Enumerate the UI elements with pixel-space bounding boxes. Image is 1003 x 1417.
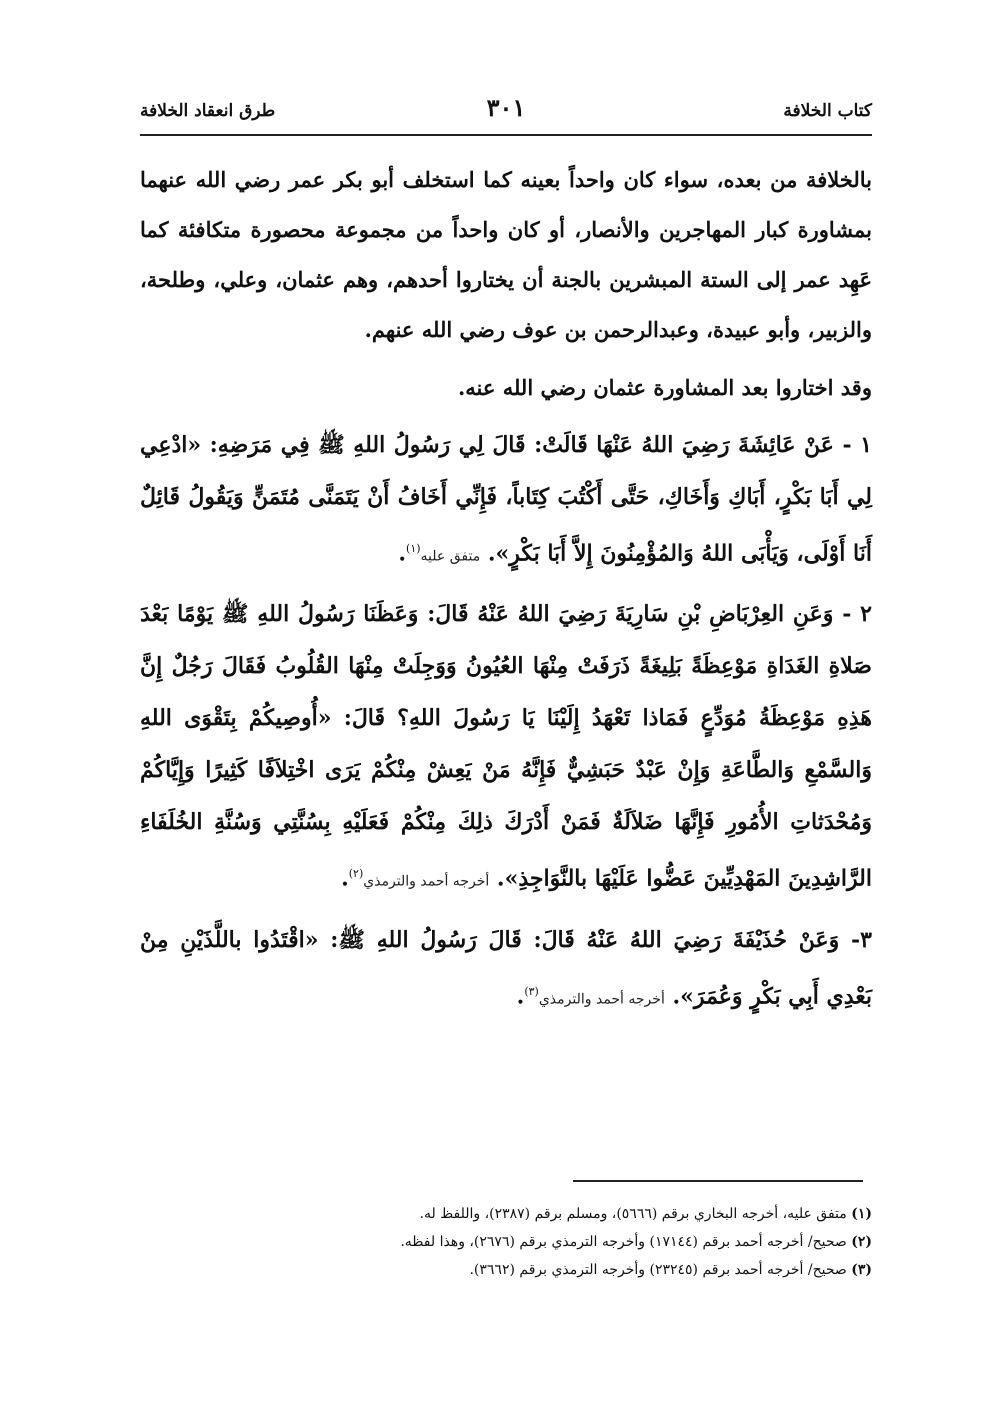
book-title: كتاب الخلافة [783, 101, 872, 121]
chapter-title: طرق انعقاد الخلافة [140, 101, 276, 121]
hadith-2: ٢ - وَعَنِ العِرْبَاضِ بْنِ سَارِيَةَ رَضِيَ اللهُ عَنْهُ قَالَ: وَعَظَنَا رَسُولُ اللهِ ﷺ يَوْمًا بَعْدَ صَلاةِ الغَدَاةِ مَوْعِظَةً بَلِيغَةً ذَرَفَتْ مِنْهَا العُيُونُ وَوَجِلَتْ مِنْهَا القُلُوبُ فَقَالَ رَجُلٌ إِنَّ هَذِهِ مَوْعِظَةُ مُوَدِّعٍ فَمَاذا تَعْهَدُ إِلَيْنَا يَا رَسُولَ اللهِ؟ قَالَ: «أُوصِيكُمْ بِتَقْوَى اللهِ وَالسَّمْعِ وَالطَّاعَةِ وَإِنْ عَبْدٌ حَبَشِيٌّ فَإِنَّهُ مَنْ يَعِشْ مِنْكُمْ يَرَى اخْتِلاَفًا كَثِيرًا وَإِيَّاكُمْ وَمُحْدَثاتِ الأُمُورِ فَإِنَّهَا ضَلاَلَةٌ فَمَنْ أَدْرَكَ ذلِكَ مِنْكُمْ فَعَلَيْهِ بِسُنَّتِي وَسُنَّةِ الخُلَفَاءِ الرَّاشِدِينَ المَهْدِيِّينَ عَضُّوا عَلَيْهَا بالنَّوَاجِذِ». أخرجه أحمد والترمذي$^{(٢)}$. [140, 601, 872, 892]
hadith-source: أخرجه أحمد والترمذي [538, 990, 665, 1007]
footnote-label: (٣) [851, 1262, 872, 1278]
footnotes [140, 1200, 872, 1284]
footnote-text: متفق عليه، أخرجه البخاري برقم (٥٦٦٦)، ومسلم برقم (٢٣٨٧)، واللفظ له. [419, 1206, 847, 1222]
hadith-number: ٢ - [842, 601, 872, 628]
footnote-text: صحيح/ أخرجه أحمد برقم (٢٣٢٤٥) وأخرجه الترمذي برقم (٣٦٦٢). [469, 1262, 847, 1278]
footnote-divider [573, 1180, 863, 1182]
hadith-1: ١ - عَنْ عَائِشَةَ رَضِيَ اللهُ عَنْهَا قَالَتْ: قَالَ لِي رَسُولُ اللهِ ﷺ فِي مَرَضِهِ: «ادْعِي لِي أَبَا بَكْرٍ، أَبَاكِ وَأَخَاكِ، حَتَّى أَكْتُبَ كِتَاباً، فَإِنِّي أَخَافُ أَنْ يَتَمَنَّى مُتَمَنٍّ وَيَقُولُ قَائِلٌ أَنَا أَوْلَى، وَيَأْبَى اللهُ وَالمُؤْمِنُونَ إِلاَّ أَبَا بَكْرٍ». متفق عليه$^{(١)}$. [140, 432, 872, 567]
page-header [140, 93, 872, 133]
footnote-1 [140, 1200, 872, 1228]
intro-closing: وقد اختاروا بعد المشاورة عثمان رضي الله عنه. [457, 375, 872, 400]
page-number: ٣٠١ [486, 93, 526, 122]
footnote-label: (٢) [851, 1234, 872, 1250]
hadith-3: ٣- وَعَنْ حُذَيْفَةَ رَضِيَ اللهُ عَنْهُ قَالَ: قَالَ رَسُولُ اللهِ ﷺ: «اقْتَدُوا باللَّذَيْنِ مِنْ بَعْدِي أَبِي بَكْرٍ وَعُمَرَ». أخرجه أحمد والترمذي$^{(٣)}$. [140, 926, 872, 1009]
hadith-text: وَعَنِ العِرْبَاضِ بْنِ سَارِيَةَ رَضِيَ اللهُ عَنْهُ قَالَ: وَعَظَنَا رَسُولُ اللهِ ﷺ يَوْمًا بَعْدَ صَلاةِ الغَدَاةِ مَوْعِظَةً بَلِيغَةً ذَرَفَتْ مِنْهَا العُيُونُ وَوَجِلَتْ مِنْهَا القُلُوبُ فَقَالَ رَجُلٌ إِنَّ هَذِهِ مَوْعِظَةُ مُوَدِّعٍ فَمَاذا تَعْهَدُ إِلَيْنَا يَا رَسُولَ اللهِ؟ قَالَ: «أُوصِيكُمْ بِتَقْوَى اللهِ وَالسَّمْعِ وَالطَّاعَةِ وَإِنْ عَبْدٌ حَبَشِيٌّ فَإِنَّهُ مَنْ يَعِشْ مِنْكُمْ يَرَى اخْتِلاَفًا كَثِيرًا وَإِيَّاكُمْ وَمُحْدَثاتِ الأُمُورِ فَإِنَّهَا ضَلاَلَةٌ فَمَنْ أَدْرَكَ ذلِكَ مِنْكُمْ فَعَلَيْهِ بِسُنَّتِي وَسُنَّةِ الخُلَفَاءِ الرَّاشِدِينَ المَهْدِيِّينَ عَضُّوا عَلَيْهَا بالنَّوَاجِذِ». [140, 601, 872, 892]
footnote-ref: (٢) [348, 867, 364, 881]
hadith-source: أخرجه أحمد والترمذي [363, 873, 490, 890]
footnote-label: (١) [851, 1206, 872, 1222]
intro-paragraph: بالخلافة من بعده، سواء كان واحداً بعينه كما استخلف أبو بكر عمر رضي الله عنهما بمشاورة كبار المهاجرين والأنصار، أو كان واحداً من مجموعة محصورة متكافئة كما عَهِد عمر إلى الستة المبشرين بالجنة أن يختاروا أحدهم، وهم عثمان، وعلي، وطلحة، والزبير، وأبو عبيدة، وعبدالرحمن بن عوف رضي الله عنهم. [140, 167, 872, 342]
footnote-ref: (١) [406, 542, 421, 555]
footnote-ref: (٣) [524, 984, 539, 998]
hadith-text: عَنْ عَائِشَةَ رَضِيَ اللهُ عَنْهَا قَالَتْ: قَالَ لِي رَسُولُ اللهِ ﷺ فِي مَرَضِهِ: «ادْعِي لِي أَبَا بَكْرٍ، أَبَاكِ وَأَخَاكِ، حَتَّى أَكْتُبَ كِتَاباً، فَإِنِّي أَخَافُ أَنْ يَتَمَنَّى مُتَمَنٍّ وَيَقُولُ قَائِلٌ أَنَا أَوْلَى، وَيَأْبَى اللهُ وَالمُؤْمِنُونَ إِلاَّ أَبَا بَكْرٍ». [140, 432, 872, 567]
footnote-2 [140, 1228, 872, 1256]
main-text [140, 155, 872, 1025]
footnote-3 [140, 1256, 872, 1284]
hadith-number: ٣- [851, 926, 872, 953]
hadith-source: متفق عليه [420, 548, 481, 565]
hadith-text: وَعَنْ حُذَيْفَةَ رَضِيَ اللهُ عَنْهُ قَالَ: قَالَ رَسُولُ اللهِ ﷺ: «اقْتَدُوا باللَّذَيْنِ مِنْ بَعْدِي أَبِي بَكْرٍ وَعُمَرَ». [140, 926, 872, 1009]
header-divider [140, 134, 872, 136]
footnote-text: صحيح/ أخرجه أحمد برقم (١٧١٤٤) وأخرجه الترمذي برقم (٢٦٧٦)، وهذا لفظه. [400, 1234, 847, 1250]
hadith-number: ١ - [842, 432, 872, 458]
